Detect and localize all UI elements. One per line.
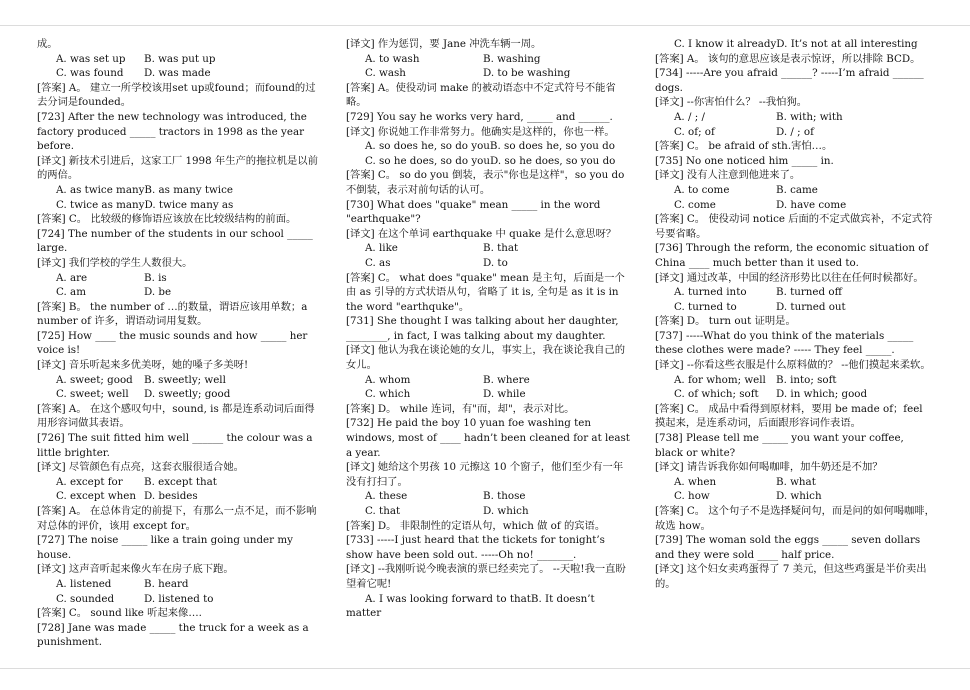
- option-row: [346, 489, 630, 504]
- text-line: [译文] --你看这些衣服是什么原料做的？ --他们摸起来柔软。: [655, 359, 931, 372]
- answer-option: B. turned off: [776, 286, 842, 299]
- text-line: matter: [346, 607, 382, 620]
- answer-option: A. these: [365, 490, 408, 503]
- answer-option: D. have come: [776, 198, 847, 211]
- text-line: [733] -----I just heard that the tickets for tonight’s show have been sold out. -----Oh no! _______.: [346, 534, 605, 561]
- text-line: [答案] A。 在总体肯定的前提下，有那么一点不足，而不影响对总体的评价，该用 except for。: [37, 505, 317, 532]
- answer-option: A. listened: [56, 577, 112, 590]
- option-row: [655, 110, 935, 125]
- answer-option: B. with; with: [776, 110, 843, 123]
- text-line: [译文] 作为惩罚，要 Jane 冲洗车辆一周。: [346, 38, 542, 50]
- answer-option: A. as twice many: [56, 183, 145, 196]
- text-line: [答案] D。 turn out 证明是。: [655, 315, 796, 328]
- option-row: [655, 300, 935, 315]
- answer-option: D. in which; good: [776, 388, 868, 401]
- answer-option: A. to wash: [365, 52, 420, 65]
- option-row: [655, 125, 935, 140]
- text-line: [725] How ____ the music sounds and how _____ her voice is!: [37, 329, 308, 357]
- text-line: [答案] C。 be afraid of sth.害怕…。: [655, 140, 833, 153]
- answer-option: B. heard: [144, 577, 189, 590]
- answer-option: B. is: [144, 271, 167, 284]
- option-row: [346, 139, 630, 154]
- text-line: [译文] --你害怕什么？ --我怕狗。: [655, 96, 808, 109]
- answer-option: D. besides: [144, 490, 198, 503]
- option-row: [655, 183, 935, 198]
- answer-option: D. turned out: [776, 300, 846, 313]
- text-line: [答案] A。 该句的意思应该是表示惊讶，所以排除 BCD。: [655, 52, 921, 65]
- answer-option: D. be: [144, 286, 172, 299]
- option-row: [346, 387, 630, 402]
- text-line: [译文] 音乐听起来多优美呀，她的嗓子多美呀!: [37, 359, 249, 372]
- option-row: [37, 183, 319, 198]
- answer-option: A. sweet; good: [56, 373, 133, 386]
- answer-option: D. while: [483, 388, 526, 401]
- text-column-left: [37, 37, 319, 650]
- text-line: [739] The woman sold the eggs _____ seven dollars and they were sold ____ half price.: [655, 534, 921, 561]
- answer-option: B. sweetly; well: [144, 373, 226, 386]
- answer-option: C. of; of: [674, 125, 715, 138]
- text-line: [译文] 你说她工作非常努力。他确实是这样的，你也一样。: [346, 125, 615, 138]
- text-line: [答案] C。 比较级的修饰语应该放在比较级结构的前面。: [37, 213, 297, 226]
- answer-option: B. came: [776, 183, 818, 196]
- answer-option: A. like: [365, 242, 398, 255]
- text-line: [译文] 在这个单词 earthquake 中 quake 是什么意思呀？: [346, 227, 617, 240]
- answer-option: B. as many twice: [144, 183, 233, 196]
- answer-option: B. It doesn’t: [530, 592, 595, 605]
- text-line: [答案] C。 sound like 听起来像….: [37, 607, 202, 620]
- answer-option: D. so he does, so you do: [490, 154, 616, 167]
- text-line: [724] The number of the students in our school _____ large.: [37, 227, 313, 255]
- answer-option: B. was put up: [144, 52, 216, 65]
- text-line: [738] Please tell me _____ you want your coffee, black or white?: [655, 432, 904, 459]
- option-row: [37, 475, 319, 490]
- text-line: [译文] 她给这个男孩 10 元擦这 10 个窗子，他们至少有一年没有打扫了。: [346, 461, 624, 488]
- option-row: [346, 52, 630, 67]
- option-row: [37, 577, 319, 592]
- option-row: [37, 592, 319, 607]
- answer-option: C. sweet; well: [56, 388, 129, 401]
- answer-option: A. except for: [56, 475, 123, 488]
- answer-option: D. which: [483, 505, 529, 517]
- answer-option: A. to come: [674, 183, 730, 196]
- answer-option: A. turned into: [674, 286, 747, 299]
- answer-option: C. am: [56, 286, 86, 299]
- option-row: [655, 37, 935, 52]
- answer-option: A. when: [674, 475, 717, 488]
- answer-option: C. turned to: [674, 300, 737, 313]
- answer-option: D. to be washing: [483, 67, 571, 80]
- option-row: [37, 373, 319, 388]
- text-line: [729] You say he works very hard, _____ and ______.: [346, 110, 613, 123]
- text-line: [译文] 新技术引进后，这家工厂 1998 年生产的拖拉机是以前的两倍。: [37, 154, 318, 182]
- answer-option: C. wash: [365, 67, 406, 80]
- option-row: [346, 592, 630, 607]
- option-row: [346, 373, 630, 388]
- text-line: [答案] B。 the number of …的数量，谓语应该用单数；a number of 许多，谓语动词用复数。: [37, 300, 308, 328]
- text-line: [答案] C。 使役动词 notice 后面的不定式做宾补，不定式符号要省略。: [655, 213, 933, 240]
- answer-option: B. what: [776, 475, 816, 488]
- option-row: [37, 271, 319, 286]
- option-row: [37, 387, 319, 402]
- text-line: [译文] --我刚听说今晚表演的票已经卖完了。 --天啦!我一直盼望着它呢!: [346, 563, 626, 590]
- text-line: [译文] 我们学校的学生人数很大。: [37, 256, 193, 269]
- option-row: [346, 256, 630, 271]
- top-cut-line: [0, 25, 970, 26]
- text-line: [735] No one noticed him _____ in.: [655, 154, 834, 167]
- text-line: 成。: [37, 38, 58, 50]
- answer-option: B. except that: [144, 475, 217, 488]
- answer-option: C. twice as many: [56, 198, 145, 211]
- text-line: [723] After the new technology was introduced, the factory produced _____ tractors in 1998 as the year before.: [37, 110, 307, 153]
- text-line: [译文] 尽管颜色有点亮，这套衣服很适合她。: [37, 461, 244, 474]
- text-line: [答案] C。 成品中看得到原材料，要用 be made of；feel 摸起来，是连系动词，后面跟形容词作表语。: [655, 402, 923, 430]
- text-line: [译文] 请告诉我你如何喝咖啡，加牛奶还是不加？: [655, 461, 883, 474]
- text-line: [727] The noise _____ like a train going under my house.: [37, 534, 293, 561]
- option-row: [655, 387, 935, 402]
- answer-option: C. of which; soft: [674, 388, 759, 401]
- option-row: [346, 154, 630, 169]
- text-line: [译文] 通过改革，中国的经济形势比以往在任何时候都好。: [655, 271, 924, 284]
- option-row: [37, 66, 319, 81]
- text-line: [答案] D。 while 连词，有"而，却"，表示对比。: [346, 402, 575, 415]
- text-line: [译文] 这个妇女卖鸡蛋得了 7 美元，但这些鸡蛋是半价卖出的。: [655, 563, 927, 590]
- text-line: [答案] A。 在这个感叹句中，sound, is 都是连系动词后面得用形容词做其表语。: [37, 402, 315, 430]
- text-line: [734] -----Are you afraid ______? -----I’m afraid ______ dogs.: [655, 67, 924, 94]
- text-line: [答案] C。 这个句子不是选择疑问句，而是问的如何喝咖啡，故选 how。: [655, 505, 935, 532]
- answer-option: D. sweetly; good: [144, 388, 231, 401]
- text-line: [726] The suit fitted him well ______ the colour was a little brighter.: [37, 432, 313, 459]
- text-line: [737] -----What do you think of the materials _____ these clothes were made? ----- They feel _____.: [655, 329, 914, 357]
- text-line: [答案] A。 建立一所学校该用set up或found；而found的过去分词是founded。: [37, 81, 316, 109]
- text-line: [728] Jane was made _____ the truck for a week as a punishment.: [37, 621, 309, 649]
- answer-option: C. that: [365, 505, 401, 517]
- option-row: [655, 489, 935, 504]
- answer-option: B. washing: [483, 52, 541, 65]
- text-column-right: [655, 37, 935, 592]
- answer-option: C. I know it already: [674, 38, 777, 50]
- option-row: [37, 52, 319, 67]
- option-row: [655, 475, 935, 490]
- answer-option: A. was set up: [56, 52, 126, 65]
- text-line: [答案] D。 非限制性的定语从句，which 做 of 的宾语。: [346, 519, 606, 532]
- answer-option: B. where: [483, 373, 530, 386]
- option-row: [655, 198, 935, 213]
- text-line: [译文] 没有人注意到他进来了。: [655, 169, 801, 182]
- answer-option: D. listened to: [144, 592, 214, 605]
- answer-option: A. I was looking forward to that: [365, 592, 531, 605]
- answer-option: C. so he does, so do you: [365, 154, 490, 167]
- answer-option: C. come: [674, 198, 716, 211]
- text-column-middle: [346, 37, 630, 621]
- text-line: [答案] A。使役动词 make 的被动语态中不定式符号不能省略。: [346, 81, 616, 109]
- answer-option: D. was made: [144, 67, 211, 80]
- text-line: [730] What does "quake" mean _____ in the word "earthquake"?: [346, 198, 601, 226]
- answer-option: B. those: [483, 490, 526, 503]
- answer-option: B. so does he, so you do: [489, 140, 615, 153]
- answer-option: C. was found: [56, 67, 124, 80]
- text-line: [答案] C。 so do you 倒装，表示"你也是这样"，so you do 不倒装，表示对前句话的认可。: [346, 169, 625, 196]
- answer-option: D. It’s not at all interesting: [776, 38, 918, 50]
- answer-option: C. sounded: [56, 592, 115, 605]
- answer-option: D. which: [776, 490, 822, 503]
- option-row: [37, 489, 319, 504]
- answer-option: B. into; soft: [776, 373, 837, 386]
- answer-option: B. that: [483, 242, 519, 255]
- option-row: [655, 285, 935, 300]
- option-row: [346, 241, 630, 256]
- answer-option: A. / ; /: [674, 110, 705, 123]
- answer-option: C. how: [674, 490, 710, 503]
- text-line: [731] She thought I was talking about her daughter, ________, in fact, I was talking about my daughter.: [346, 315, 619, 342]
- answer-option: D. to: [483, 256, 508, 269]
- text-line: [译文] 这声音听起来像火车在房子底下跑。: [37, 563, 234, 576]
- option-row: [37, 198, 319, 213]
- text-line: [736] Through the reform, the economic situation of China ____ much better than it used to.: [655, 242, 929, 269]
- option-row: [655, 373, 935, 388]
- answer-option: C. as: [365, 256, 391, 269]
- text-line: [答案] C。 what does "quake" mean 是主句，后面是一个由 as 引导的方式状语从句，省略了 it is, 全句是 as it is in the word "earthquke"。: [346, 271, 625, 313]
- answer-option: D. / ; of: [776, 125, 814, 138]
- answer-option: A. are: [56, 271, 88, 284]
- answer-option: A. so does he, so do you: [365, 140, 490, 153]
- answer-option: C. which: [365, 388, 411, 401]
- option-row: [37, 285, 319, 300]
- answer-option: A. whom: [365, 373, 411, 386]
- answer-option: C. except when: [56, 490, 136, 503]
- option-row: [346, 504, 630, 519]
- bottom-cut-line: [0, 668, 970, 669]
- text-line: [732] He paid the boy 10 yuan foe washing ten windows, most of ____ hadn’t been cleaned for at least a year.: [346, 417, 630, 459]
- answer-option: D. twice many as: [144, 198, 234, 211]
- text-line: [译文] 他认为我在谈论她的女儿，事实上，我在谈论我自己的女儿。: [346, 344, 626, 372]
- option-row: [346, 66, 630, 81]
- answer-option: A. for whom; well: [674, 373, 766, 386]
